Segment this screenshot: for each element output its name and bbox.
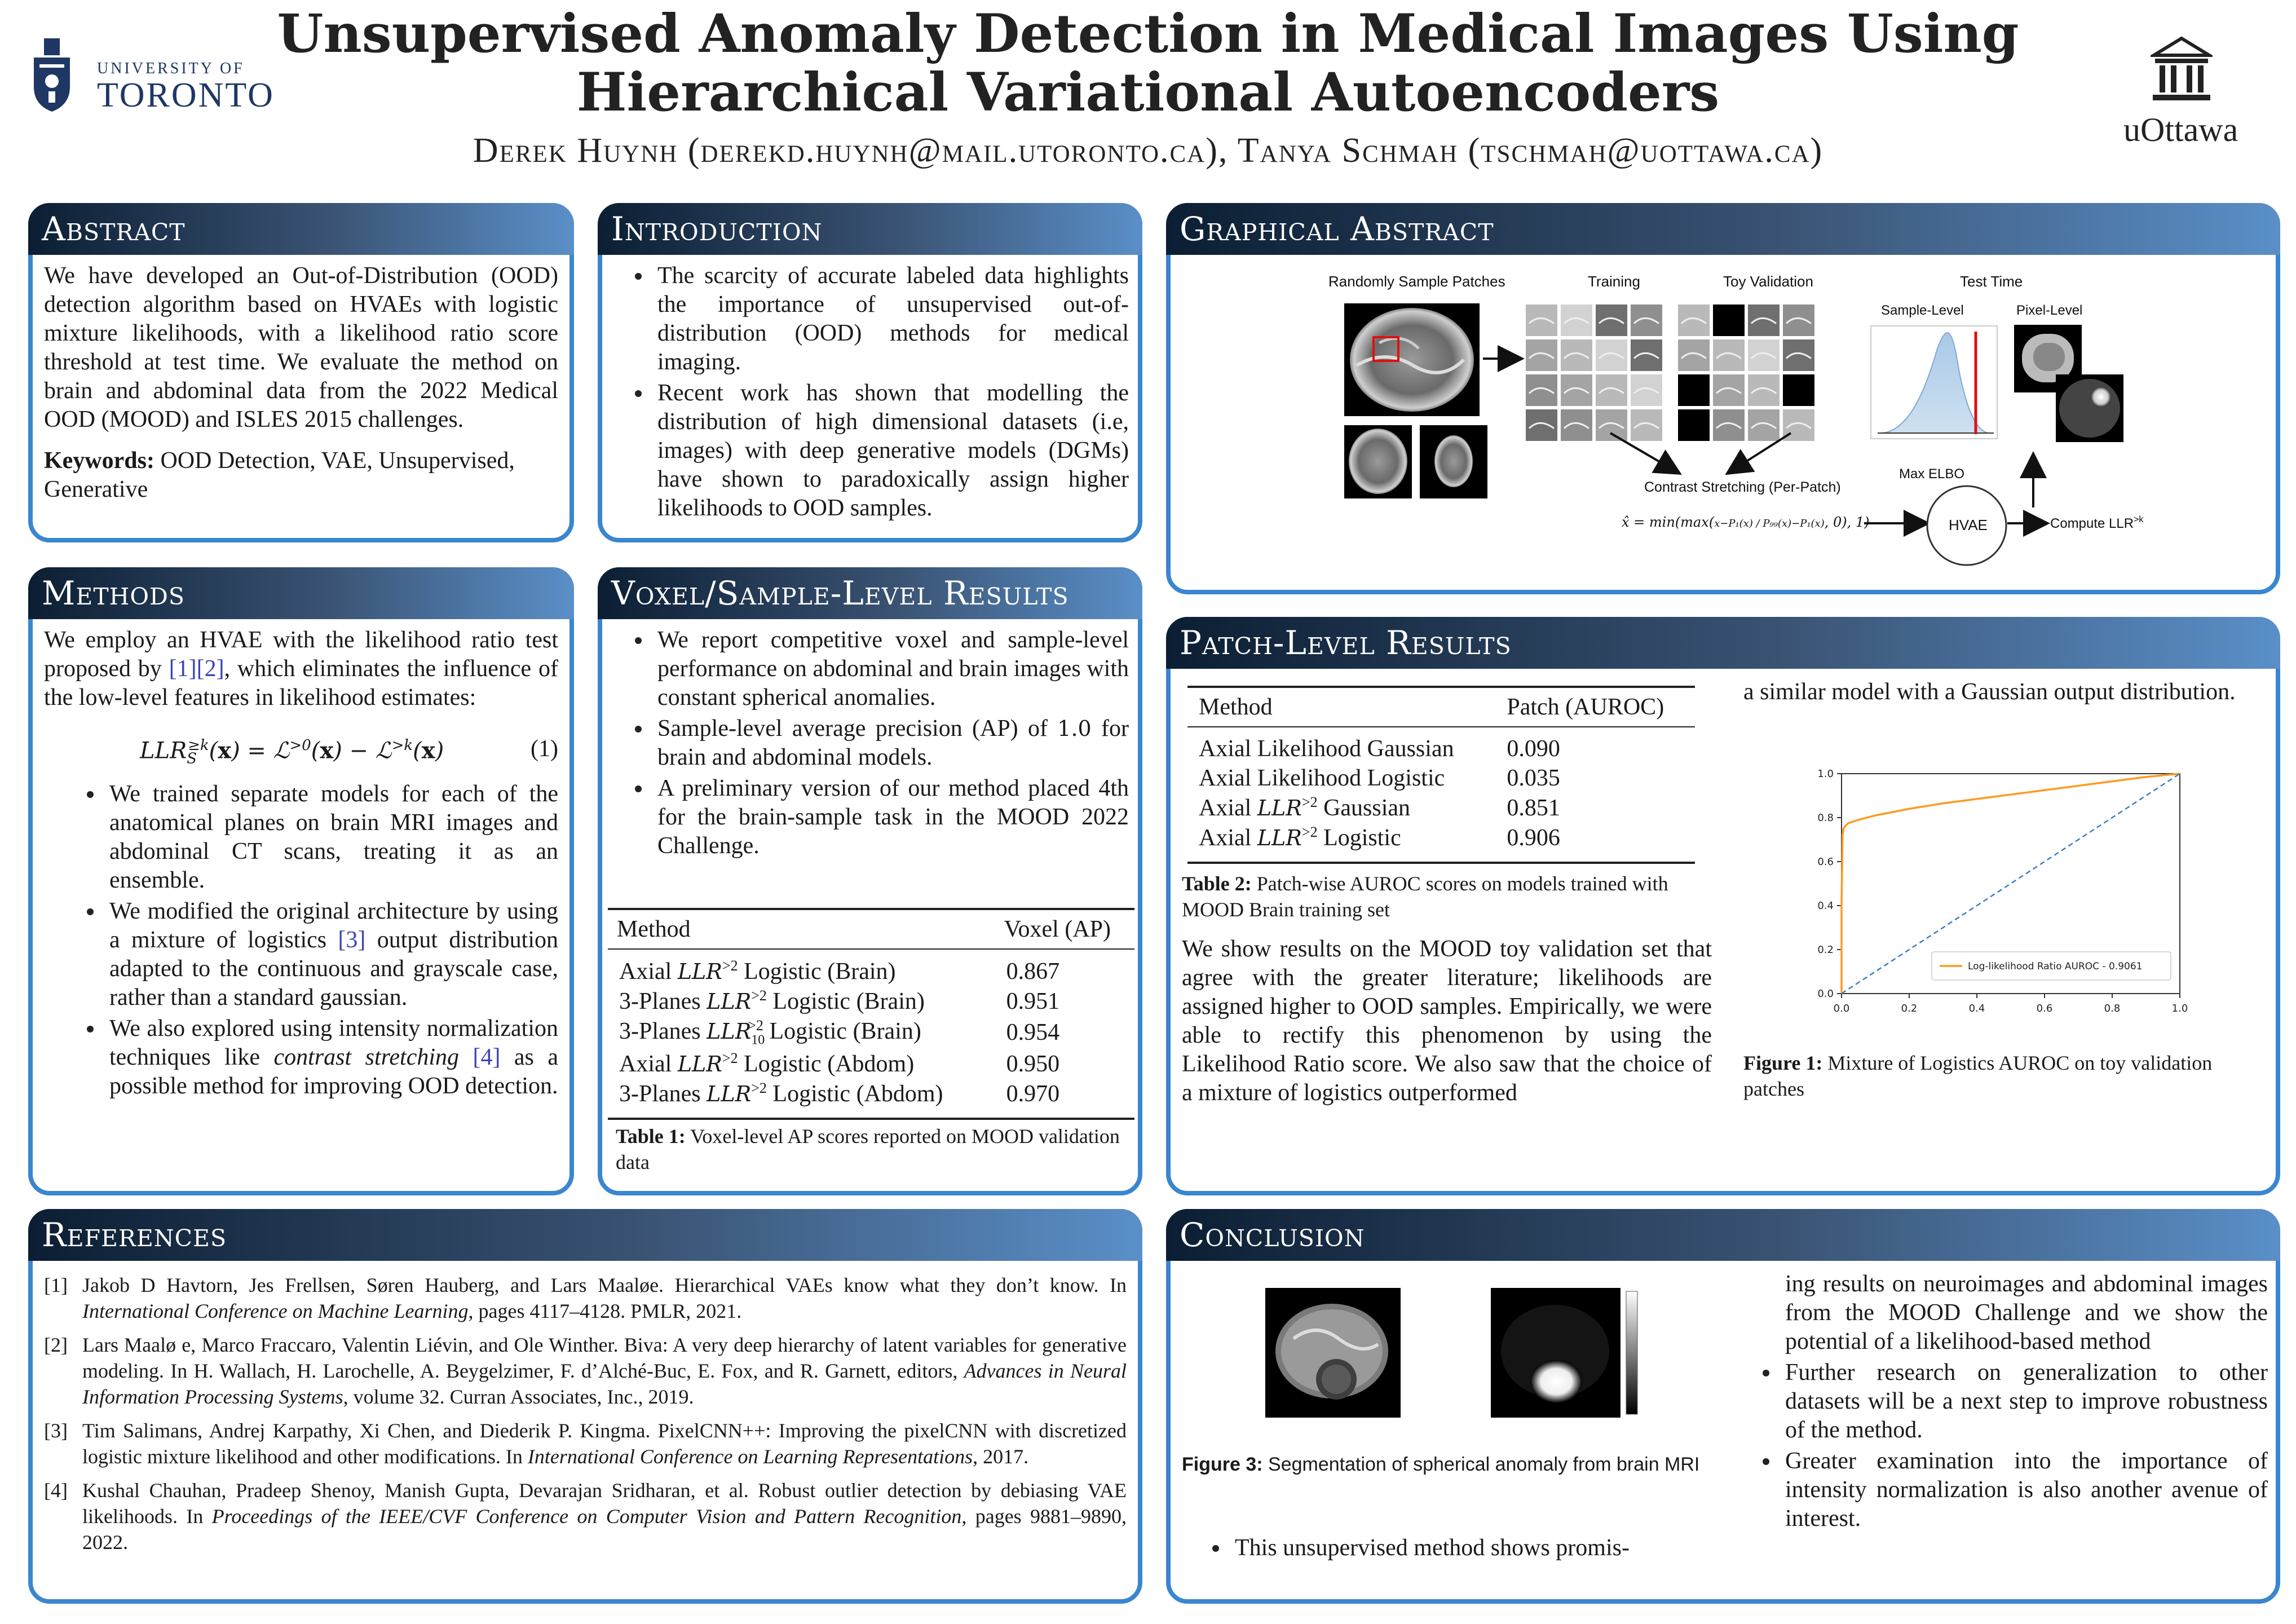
methods-bullet-2: We modified the original architecture by using a mixture of logistics [3] output distribution adapted to the continuous and grayscale case, rather than a standard gaussian. bbox=[109, 897, 558, 1012]
methods-heading: Methods bbox=[28, 567, 574, 619]
label-max-elbo: Max ELBO bbox=[1899, 466, 1965, 482]
patch-tile bbox=[1783, 304, 1814, 336]
patch-table bbox=[1187, 686, 1695, 864]
methods-panel bbox=[28, 567, 574, 1195]
graphical-abstract-figure bbox=[1272, 264, 2197, 580]
patch-tile bbox=[1748, 304, 1780, 336]
voxel-table-value-cell: 0.951 bbox=[1006, 988, 1060, 1014]
patch-tile bbox=[1596, 339, 1627, 371]
legend-label: Log-likelihood Ratio AUROC - 0.9061 bbox=[1968, 961, 2143, 972]
voxel-table-method-cell: Axial $LLR^{>2}$ Logistic (Brain) bbox=[619, 957, 896, 985]
voxel-table-method-cell: 3-Planes $LLR^{>2}$ Logistic (Abdom) bbox=[619, 1080, 943, 1107]
x-tick-label: 0.6 bbox=[2036, 1003, 2053, 1014]
abstract-heading: Abstract bbox=[28, 203, 574, 255]
voxel-table-method-cell: 3-Planes $LLR_{10}^{>2}$ Logistic (Brain) bbox=[619, 1017, 921, 1048]
keywords-label: Keywords: bbox=[44, 448, 154, 474]
voxel-table-row bbox=[608, 1016, 1134, 1049]
voxel-table-row bbox=[608, 1049, 1134, 1079]
x-tick-label: 1.0 bbox=[2171, 1003, 2188, 1014]
patch-table-value-cell: 0.035 bbox=[1507, 765, 1560, 791]
voxel-table bbox=[608, 908, 1134, 1120]
patch-table-value-cell: 0.906 bbox=[1507, 824, 1560, 851]
introduction-heading: Introduction bbox=[598, 203, 1142, 255]
patch-table-method-cell: Axial $LLR^{>2}$ Logistic bbox=[1199, 824, 1401, 851]
label-training: Training bbox=[1588, 273, 1640, 290]
voxel-table-row bbox=[608, 1079, 1134, 1119]
x-tick-label: 0.0 bbox=[1833, 1003, 1850, 1014]
voxel-table-value-cell: 0.950 bbox=[1006, 1051, 1060, 1077]
patch-tile bbox=[1678, 409, 1710, 441]
voxel-table-value-cell: 0.954 bbox=[1006, 1020, 1060, 1046]
uottawa-building-icon bbox=[2151, 36, 2213, 104]
label-contrast-stretching: Contrast Stretching (Per-Patch) bbox=[1644, 479, 1841, 495]
patch-tile bbox=[1526, 339, 1557, 371]
label-test-time: Test Time bbox=[1960, 273, 2023, 290]
figure-1-caption: Figure 1: Mixture of Logistics AUROC on toy validation patches bbox=[1743, 1052, 2213, 1100]
methods-bullet-3: We also explored using intensity normalization techniques like contrast stretching [4] as a possible method for improving OOD detection. bbox=[109, 1014, 558, 1101]
voxel-table-value-cell: 0.970 bbox=[1006, 1080, 1060, 1107]
reference-number: [4] bbox=[44, 1479, 68, 1502]
conclusion-bullet-1-start: This unsupervised method shows promis- bbox=[1235, 1534, 1712, 1563]
cite-1-link[interactable]: [1] bbox=[169, 656, 197, 682]
y-tick-label: 0.6 bbox=[1817, 856, 1834, 868]
patch-table-method-cell: Axial Likelihood Gaussian bbox=[1199, 736, 1454, 762]
introduction-panel bbox=[598, 203, 1142, 542]
y-tick-label: 0.8 bbox=[1817, 812, 1834, 824]
patch-tile bbox=[1561, 409, 1592, 441]
toy-validation-patch-grid bbox=[1678, 304, 1814, 441]
graphical-abstract-heading: Graphical Abstract bbox=[1166, 203, 2280, 255]
reference-item: [4] Kushal Chauhan, Pradeep Shenoy, Manish Gupta, Devarajan Sridharan, et al. Robust outlier detection by debiasing VAE likelihoods. In Proceedings of the IEEE/CVF Conference on Computer Vision and Pattern Recognition, pages 9881–9890, 2022. bbox=[44, 1477, 1127, 1555]
reference-item: [3] Tim Salimans, Andrej Karpathy, Xi Chen, and Diederik P. Kingma. PixelCNN++: Improving the pixelCNN with discretized logistic mixture likelihood and other modifications. In International Conference on Learning Representations, 2017. bbox=[44, 1418, 1127, 1469]
references-panel bbox=[28, 1209, 1142, 1604]
uoft-logo bbox=[32, 35, 275, 125]
label-hvae: HVAE bbox=[1949, 517, 1988, 533]
abstract-text: We have developed an Out-of-Distribution (OOD) detection algorithm based on HVAEs with logistic mixture likelihoods, with a likelihood ratio score threshold at test time. We evaluate the method on brain and abdominal data from the 2022 Medical OOD (MOOD) and ISLES 2015 challenges. bbox=[44, 263, 558, 433]
patch-tile bbox=[1631, 339, 1662, 371]
patch-table-row bbox=[1187, 793, 1695, 823]
voxel-bullet-3: A preliminary version of our method placed 4th for the brain-sample task in the MOOD 2022 Challenge. bbox=[657, 774, 1129, 860]
y-tick-label: 0.2 bbox=[1817, 944, 1834, 956]
table-2-caption: Table 2: Patch-wise AUROC scores on models trained with MOOD Brain training set bbox=[1182, 872, 1668, 921]
uoft-logo-line-1: UNIVERSITY OF bbox=[97, 60, 245, 77]
brain-mri-image bbox=[1265, 1288, 1401, 1418]
title-line-1: Unsupervised Anomaly Detection in Medical Images Using bbox=[277, 3, 2019, 65]
patch-tile bbox=[1526, 304, 1557, 336]
cite-4-link[interactable]: [4] bbox=[473, 1044, 501, 1070]
patch-table-value-cell: 0.090 bbox=[1507, 736, 1560, 762]
reference-number: [2] bbox=[44, 1334, 68, 1356]
patch-table-body bbox=[1187, 727, 1695, 863]
voxel-table-header-value: Voxel (AP) bbox=[1004, 916, 1111, 942]
y-tick-label: 1.0 bbox=[1817, 768, 1834, 780]
intro-bullet-2: Recent work has shown that modelling the distribution of high dimensional datasets (i.e, images) with deep generative models (DGMs) have shown to paradoxically assign higher likelihoods to OOD samples. bbox=[657, 379, 1129, 523]
patch-tile bbox=[1526, 409, 1557, 441]
uottawa-logo-text: uOttawa bbox=[2123, 111, 2238, 148]
patch-results-panel bbox=[1166, 617, 2280, 1195]
reference-number: [1] bbox=[44, 1274, 68, 1296]
voxel-table-method-cell: 3-Planes $LLR^{>2}$ Logistic (Brain) bbox=[619, 987, 925, 1014]
patch-tile bbox=[1783, 374, 1814, 406]
references-heading: References bbox=[28, 1209, 1142, 1261]
equation-number: (1) bbox=[531, 736, 558, 762]
patch-table-method-cell: Axial Likelihood Logistic bbox=[1199, 765, 1445, 791]
patch-results-heading: Patch-Level Results bbox=[1166, 617, 2280, 669]
conclusion-bullet-3: Greater examination into the importance of intensity normalization is also another avenue of interest. bbox=[1785, 1447, 2268, 1533]
reference-item: [1] Jakob D Havtorn, Jes Frellsen, Søren Hauberg, and Lars Maaløe. Hierarchical VAEs know what they don’t know. In International Conference on Machine Learning, pages 4117–4128. PMLR, 2021. bbox=[44, 1272, 1127, 1324]
x-tick-label: 0.8 bbox=[2104, 1003, 2121, 1014]
voxel-table-body bbox=[608, 949, 1134, 1119]
reference-number: [3] bbox=[44, 1419, 68, 1442]
uoft-logo-line-2: TORONTO bbox=[97, 76, 275, 114]
patch-table-row bbox=[1187, 823, 1695, 863]
y-tick-label: 0.0 bbox=[1817, 988, 1834, 1000]
llr-equation: $LLR_S^{\ge k}(x)$ = ℒ$^{>0}$(x) − ℒ$^{>k}$(x) (1) bbox=[140, 736, 558, 767]
voxel-table-row bbox=[608, 986, 1134, 1016]
voxel-bullet-2: Sample-level average precision (AP) of 1.0 for brain and abdominal models. bbox=[657, 714, 1129, 772]
patch-tile bbox=[1748, 409, 1780, 441]
cite-3-link[interactable]: [3] bbox=[338, 927, 366, 953]
poster-title bbox=[0, 5, 2296, 122]
patch-tile bbox=[1713, 374, 1745, 406]
patch-tile bbox=[1783, 339, 1814, 371]
patch-tile bbox=[1561, 374, 1592, 406]
references-list bbox=[44, 1272, 1127, 1563]
patch-tile bbox=[1678, 374, 1710, 406]
voxel-table-header-method: Method bbox=[617, 916, 691, 942]
patch-tile bbox=[1561, 304, 1592, 336]
x-tick-label: 0.2 bbox=[1901, 1003, 1918, 1014]
patch-tile bbox=[1596, 374, 1627, 406]
cite-2-link[interactable]: [2] bbox=[196, 656, 224, 682]
patch-tile bbox=[1713, 304, 1745, 336]
patch-table-header-value: Patch (AUROC) bbox=[1507, 694, 1664, 720]
patch-tile bbox=[1678, 304, 1710, 336]
patch-table-row bbox=[1187, 727, 1695, 764]
reference-item: [2] Lars Maalø e, Marco Fraccaro, Valentin Liévin, and Ole Winther. Biva: A very deep hierarchy of latent variables for generative modeling. In H. Wallach, H. Larochelle, A. Beygelzimer, F. d’Alché-Buc, E. Fox, and R. Garnett, editors, Advances in Neural Information Processing Systems, volume 32. Curran Associates, Inc., 2019. bbox=[44, 1332, 1127, 1410]
uoft-crest-icon bbox=[32, 35, 72, 114]
segmentation-map-image bbox=[1491, 1288, 1677, 1418]
intro-bullet-1: The scarcity of accurate labeled data highlights the importance of unsupervised out-of-distribution (OOD) methods for medical imaging. bbox=[657, 262, 1129, 377]
patch-tile bbox=[1748, 374, 1780, 406]
patch-tile bbox=[1561, 339, 1592, 371]
patch-tile bbox=[1748, 339, 1780, 371]
conclusion-panel bbox=[1166, 1209, 2280, 1604]
conclusion-heading: Conclusion bbox=[1166, 1209, 2280, 1261]
figure-3-caption: Figure 3: Segmentation of spherical anomaly from brain MRI bbox=[1182, 1454, 1700, 1475]
table-1-caption: Table 1: Voxel-level AP scores reported on MOOD validation data bbox=[616, 1125, 1120, 1173]
patch-tile bbox=[1596, 304, 1627, 336]
voxel-table-method-cell: Axial $LLR^{>2}$ Logistic (Abdom) bbox=[619, 1050, 915, 1078]
patch-tile bbox=[1713, 339, 1745, 371]
title-line-2: Hierarchical Variational Autoencoders bbox=[576, 61, 1720, 123]
voxel-bullet-1: We report competitive voxel and sample-level performance on abdominal and brain images with constant spherical anomalies. bbox=[657, 626, 1129, 712]
colorbar bbox=[1626, 1291, 1637, 1414]
voxel-results-panel bbox=[598, 567, 1142, 1195]
label-toy-validation: Toy Validation bbox=[1723, 273, 1813, 290]
voxel-table-value-cell: 0.867 bbox=[1006, 958, 1060, 985]
uottawa-logo bbox=[2098, 36, 2267, 149]
label-pixel-level: Pixel-Level bbox=[2016, 303, 2083, 318]
x-tick-label: 0.4 bbox=[1968, 1003, 1985, 1014]
keywords: OOD Detection, VAE, Unsupervised, Generative bbox=[44, 448, 515, 502]
conclusion-bullet-2: Further research on generalization to other datasets will be a next step to improve robustness of the method. bbox=[1785, 1358, 2268, 1445]
patch-tile bbox=[1631, 304, 1662, 336]
graphical-abstract-panel bbox=[1166, 203, 2280, 594]
patch-text-continued: a similar model with a Gaussian output distribution. bbox=[1743, 679, 2236, 705]
contrast-formula: x̂ = min(max(x−P₁(x) / P₉₉(x)−P₁(x), 0), 1) bbox=[1622, 514, 1870, 530]
voxel-results-heading: Voxel/Sample-Level Results bbox=[598, 567, 1142, 619]
patch-table-header-method: Method bbox=[1199, 694, 1273, 720]
label-sample-level: Sample-Level bbox=[1881, 303, 1964, 318]
patch-tile bbox=[1631, 374, 1662, 406]
patch-table-method-cell: Axial $LLR^{>2}$ Gaussian bbox=[1199, 794, 1411, 821]
patch-tile bbox=[1678, 339, 1710, 371]
methods-bullet-1: We trained separate models for each of the anatomical planes on brain MRI images and abdominal CT scans, treating it as an ensemble. bbox=[109, 780, 558, 895]
voxel-table-row bbox=[608, 949, 1134, 986]
patch-tile bbox=[1596, 409, 1627, 441]
roc-chart bbox=[1780, 762, 2276, 1078]
patch-tile bbox=[1631, 409, 1662, 441]
training-patch-grid bbox=[1526, 304, 1662, 441]
abstract-panel bbox=[28, 203, 574, 542]
patch-table-value-cell: 0.851 bbox=[1507, 795, 1560, 821]
methods-intro: We employ an HVAE with the likelihood ratio test proposed by [1][2], which eliminates the influence of the low-level features in likelihood estimates: bbox=[44, 627, 558, 710]
authors: Derek Huynh (derekd.huynh@mail.utoronto.ca), Tanya Schmah (tschmah@uottawa.ca) bbox=[473, 131, 1823, 170]
label-compute-llr: Compute $LLR^{>k}$ bbox=[2050, 515, 2144, 531]
conclusion-bullet-1-cont: ing results on neuroimages and abdominal images from the MOOD Challenge and we show the potential of a likelihood-based method bbox=[1785, 1271, 2268, 1354]
patch-text: We show results on the MOOD toy validation set that agree with the greater literature; likelihoods are assigned higher to OOD samples. Empirically, we were able to rectify this phenomenon by using the Likelihood Ratio score. We also saw that the choice of a mixture of logistics outperformed bbox=[1182, 936, 1712, 1106]
patch-tile bbox=[1526, 374, 1557, 406]
y-tick-label: 0.4 bbox=[1817, 900, 1834, 912]
patch-table-row bbox=[1187, 764, 1695, 793]
patch-tile bbox=[1713, 409, 1745, 441]
label-random-patches: Randomly Sample Patches bbox=[1328, 273, 1505, 290]
